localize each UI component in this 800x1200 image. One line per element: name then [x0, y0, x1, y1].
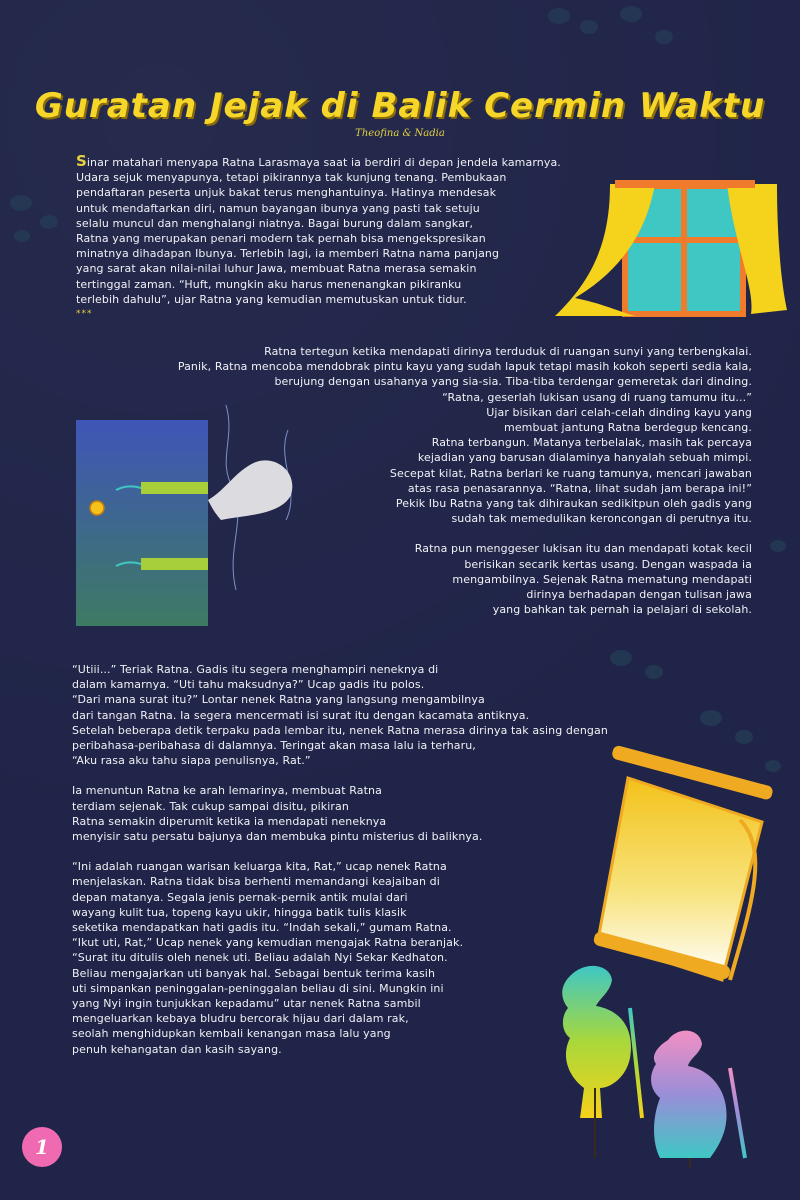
section-three-line: mengeluarkan kebaya bludru bercorak hijau dari dalam rak,	[72, 1012, 409, 1026]
section-three-line: seolah menghidupkan kembali kenangan masa lalu yang	[72, 1027, 391, 1041]
section-three-line: “Dari mana surat itu?” Lontar nenek Ratna yang langsung mengambilnya	[72, 693, 485, 707]
section-three-line: uti simpankan peninggalan-peninggalan beliau di sini. Mungkin ini	[72, 981, 444, 995]
section-one-line: untuk mendaftarkan diri, namun bayangan ibunya yang pasti tak setuju	[76, 201, 480, 215]
section-three-line: dalam kamarnya. “Uti tahu maksudnya?” Ucap gadis itu polos.	[72, 678, 425, 692]
section-three-line: seketika mendapatkan hati gadis itu. “Indah sekali,” gumam Ratna.	[72, 921, 452, 935]
section-two-line: Pekik Ibu Ratna yang tak dihiraukan sedikitpun oleh gadis yang	[395, 497, 752, 511]
section-three-line: peribahasa-peribahasa di dalamnya. Teringat akan masa lalu ia terharu,	[72, 739, 476, 753]
section-three-line: menyisir satu persatu bajunya dan membuka pintu misterius di baliknya.	[72, 830, 483, 844]
section-two-line: Panik, Ratna mencoba mendobrak pintu kayu yang sudah lapuk tetapi masih kokoh seperti sedia kala,	[177, 360, 752, 374]
section-three-line: menjelaskan. Ratna tidak bisa berhenti memandangi keajaiban di	[72, 875, 440, 889]
section-two-line: atas rasa penasarannya. “Ratna, lihat sudah jam berapa ini!”	[407, 481, 752, 495]
section-one-line: selalu muncul dan menghalangi niatnya. Bagai burung dalam sangkar,	[76, 216, 474, 230]
section-two-line: Ujar bisikan dari celah-celah dinding kayu yang	[486, 405, 752, 419]
section-three-line: depan matanya. Segala jenis pernak-pernik antik mulai dari	[72, 890, 408, 904]
section-three-line: Ia menuntun Ratna ke arah lemarinya, membuat Ratna	[72, 784, 382, 798]
section-one-line: Udara sejuk menyapunya, tetapi pikirannya tak kunjung tenang. Pembukaan	[76, 171, 507, 185]
section-two-line: berujung dengan usahanya yang sia-sia. Tiba-tiba terdengar gemeretak dari dinding.	[274, 375, 752, 389]
section-three-line: penuh kehangatan dan kasih sayang.	[72, 1042, 282, 1056]
section-one-line: pendaftaran peserta unjuk bakat terus menghantuinya. Hatinya mendesak	[76, 186, 497, 200]
section-three-line: “Ikut uti, Rat,” Ucap nenek yang kemudian mengajak Ratna beranjak.	[72, 936, 464, 950]
section-two-line: mengambilnya. Sejenak Ratna mematung mendapati	[452, 572, 752, 586]
section-three-line: “Ini adalah ruangan warisan keluarga kita, Rat,” ucap nenek Ratna	[72, 860, 447, 874]
section-two-line: Ratna tertegun ketika mendapati dirinya terduduk di ruangan sunyi yang terbengkalai.	[264, 345, 752, 358]
section-two-line: sudah tak memedulikan keroncongan di perutnya itu.	[451, 512, 752, 526]
section-one-line: tertinggal zaman. “Huft, mungkin aku harus menenangkan pikiranku	[76, 277, 462, 291]
section-two-line: Secepat kilat, Ratna berlari ke ruang tamunya, mencari jawaban	[389, 466, 752, 480]
section-three-line: “Aku rasa aku tahu siapa penulisnya, Rat.”	[72, 754, 311, 768]
page-number-badge: 1	[22, 1127, 62, 1167]
section-three-line: terdiam sejenak. Tak cukup sampai disitu, pikiran	[72, 799, 349, 813]
section-one-line: terlebih dahulu”, ujar Ratna yang kemudian memutuskan untuk tidur.	[76, 292, 467, 306]
section-one-line: yang sarat akan nilai-nilai luhur Jawa, membuat Ratna merasa semakin	[76, 262, 477, 276]
section-two-line: Ratna pun menggeser lukisan itu dan mendapati kotak kecil	[414, 542, 752, 556]
story-title: Guratan Jejak di Balik Cermin Waktu	[34, 86, 766, 126]
section-one-line: Sinar matahari menyapa Ratna Larasmaya saat ia berdiri di depan jendela kamarnya.	[76, 152, 561, 170]
section-three-line: wayang kulit tua, topeng kayu ukir, hingga batik tulis klasik	[72, 905, 407, 919]
section-three-line: dari tangan Ratna. Ia segera mencermati isi surat itu dengan kacamata antiknya.	[72, 708, 530, 722]
section-one-line: minatnya dihadapan Ibunya. Terlebih lagi, ia memberi Ratna nama panjang	[76, 247, 500, 261]
section-two-line: yang bahkan tak pernah ia pelajari di sekolah.	[492, 603, 752, 617]
section-two-line: Ratna terbangun. Matanya terbelalak, masih tak percaya	[431, 436, 752, 450]
window-curtain-illustration	[555, 178, 790, 323]
section-three-line: Setelah beberapa detik terpaku pada lembar itu, nenek Ratna merasa dirinya tak asing dengan	[72, 723, 608, 737]
wayang-puppets-illustration	[540, 958, 780, 1168]
section-separator: ***	[76, 309, 93, 320]
section-three-line: Beliau mengajarkan uti banyak hal. Sebagai bentuk terima kasih	[72, 966, 436, 980]
door-illustration	[76, 400, 306, 630]
section-three-line: “Utiii...” Teriak Ratna. Gadis itu segera menghampiri neneknya di	[72, 663, 439, 676]
section-two-line: dirinya berhadapan dengan tulisan jawa	[526, 588, 752, 602]
story-authors: Theofina & Nadia	[355, 128, 445, 139]
section-three-line: Ratna semakin diperumit ketika ia mendapati neneknya	[72, 814, 387, 828]
section-two-line: kejadian yang barusan dialaminya hanyalah sebuah mimpi.	[417, 451, 752, 465]
section-two-line: membuat jantung Ratna berdegup kencang.	[504, 421, 752, 435]
section-two-line: berisikan secarik kertas usang. Dengan waspada ia	[464, 557, 752, 571]
section-three-line: yang Nyi ingin tunjukkan kepadamu” utar nenek Ratna sambil	[72, 997, 421, 1011]
section-one-line: Ratna yang merupakan penari modern tak pernah bisa mengekspresikan	[76, 232, 486, 246]
section-one-text	[76, 154, 596, 322]
drop-cap: S	[76, 152, 87, 170]
section-two-line: “Ratna, geserlah lukisan usang di ruang tamumu itu...”	[442, 390, 752, 404]
section-three-line: “Surat itu ditulis oleh nenek uti. Beliau adalah Nyi Sekar Kedhaton.	[72, 951, 448, 965]
